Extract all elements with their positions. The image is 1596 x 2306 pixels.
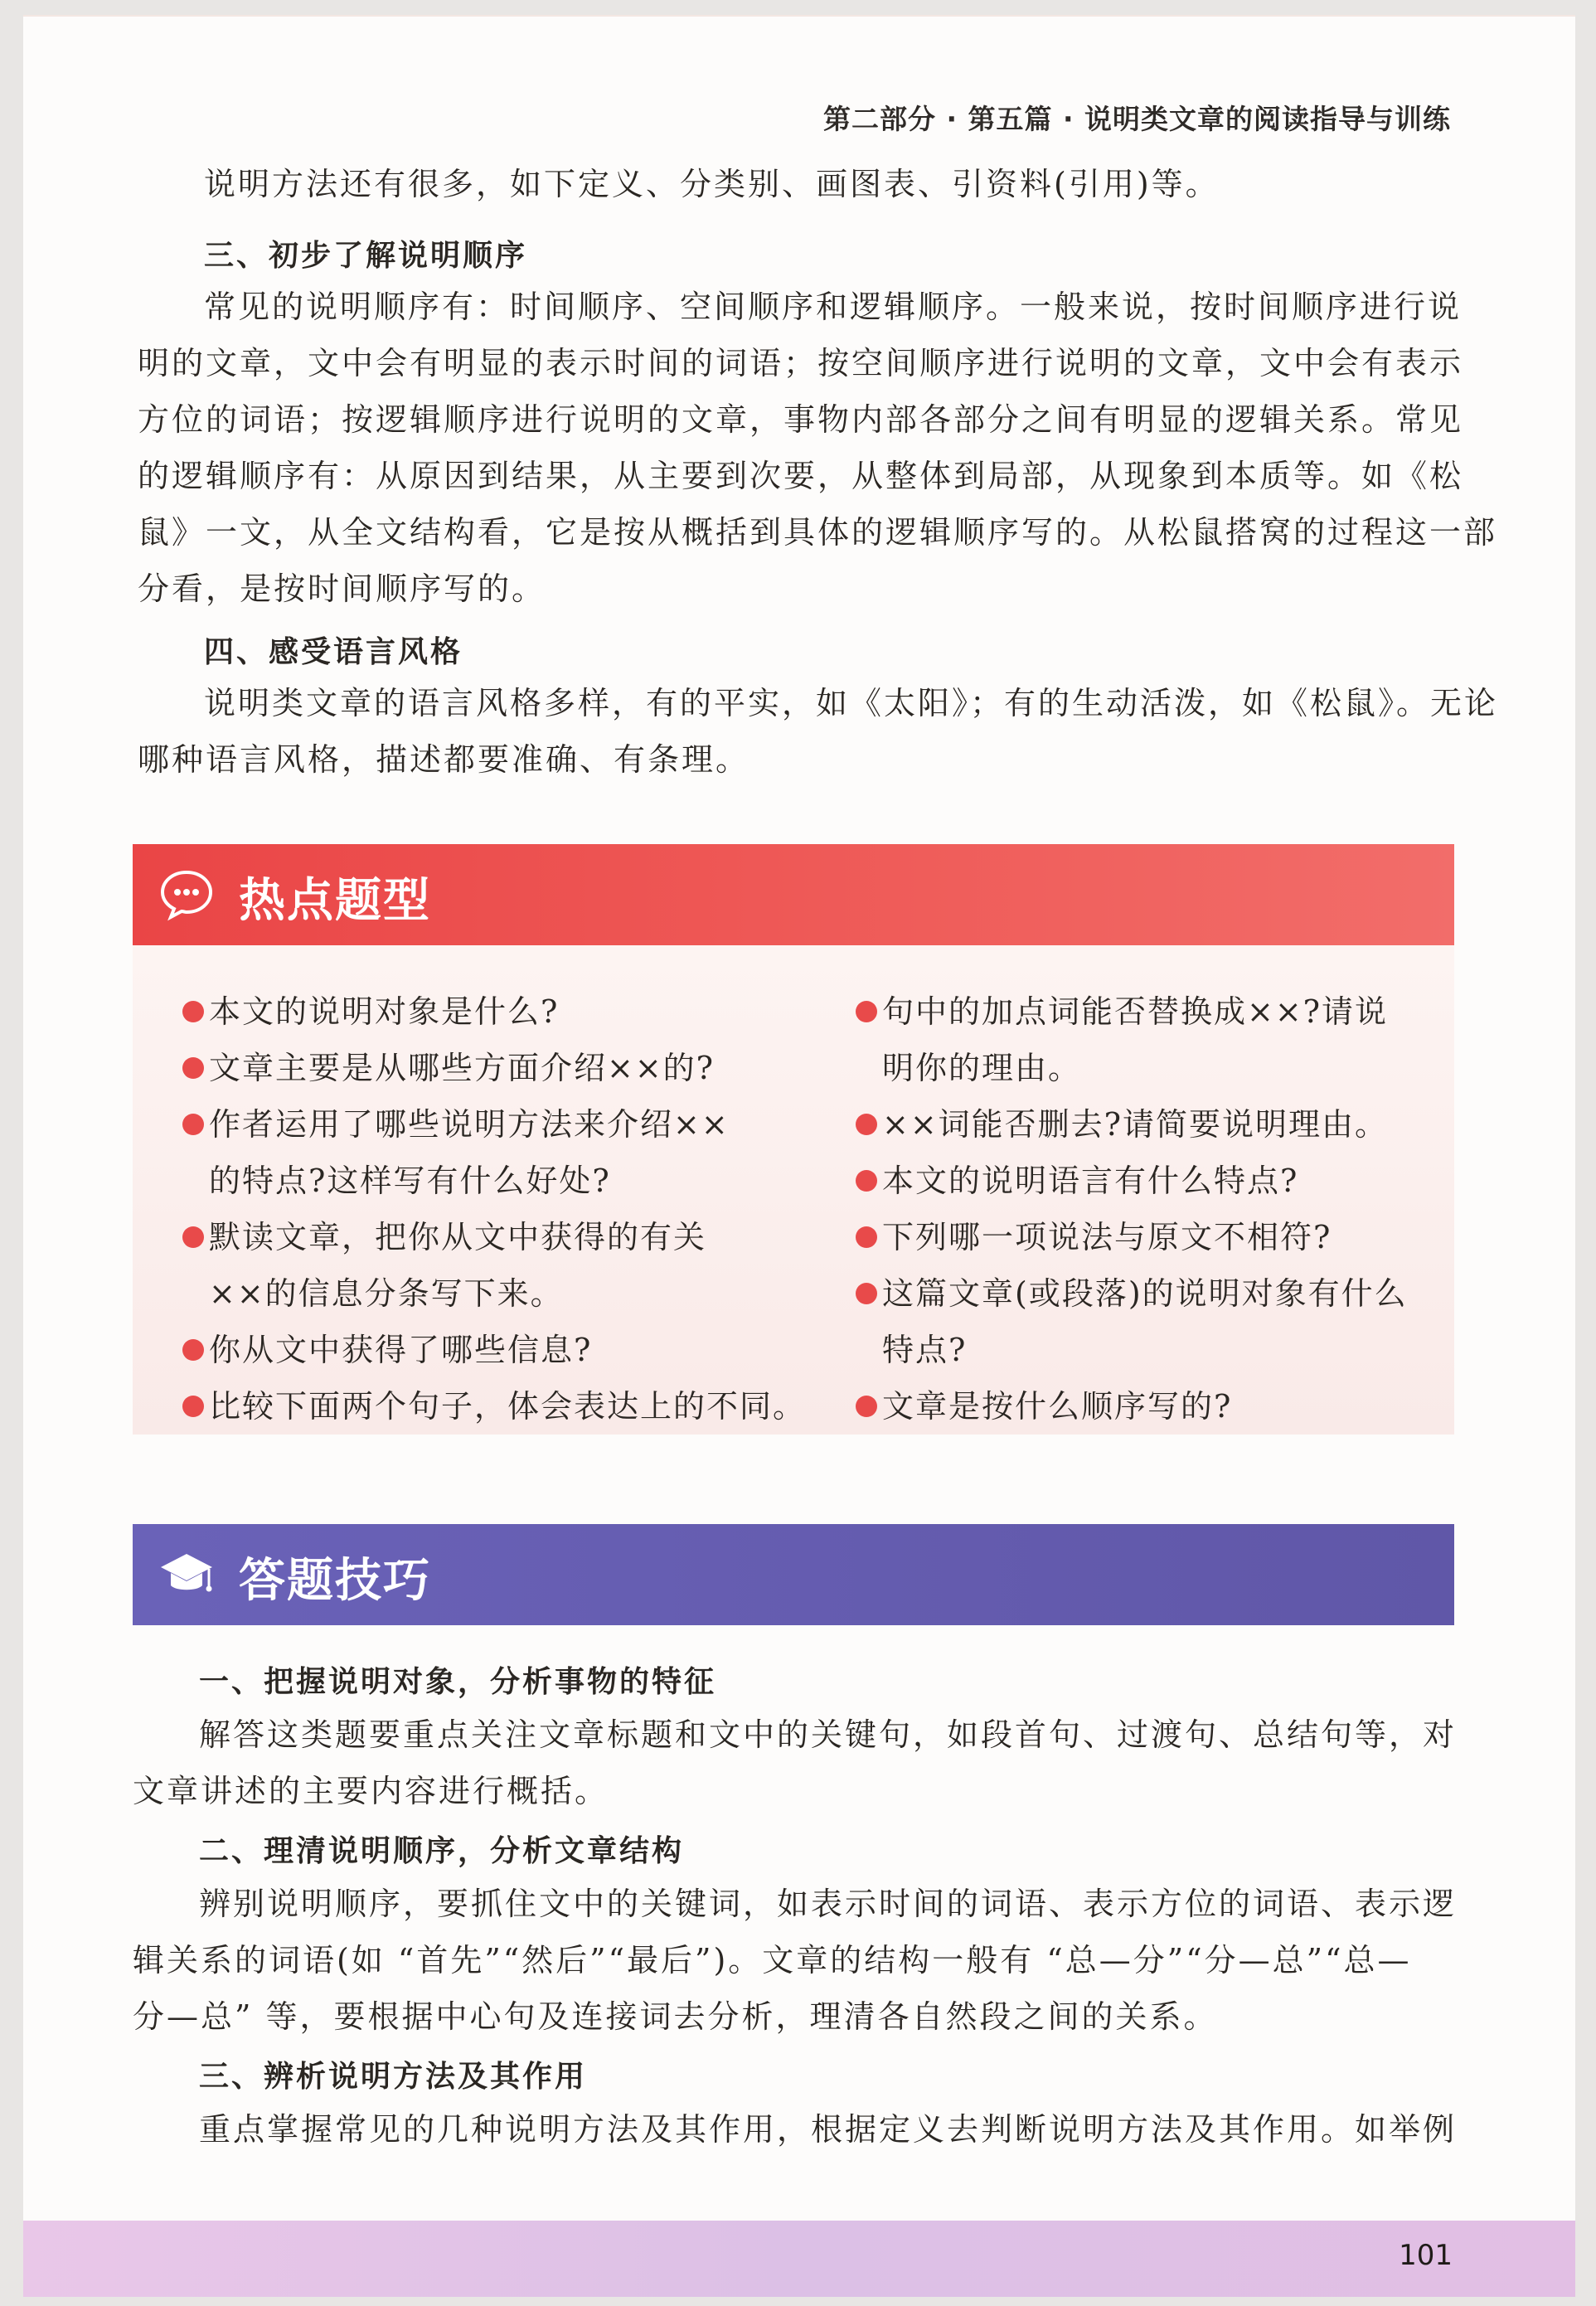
question-item: 本文的说明对象是什么?: [182, 983, 559, 1040]
question-item-continued: 特点?: [882, 1332, 968, 1368]
question-item: 作者运用了哪些说明方法来介绍××: [182, 1096, 730, 1153]
answer-tips-title: 答题技巧: [239, 1554, 431, 1608]
hot-topics-banner: [133, 844, 1454, 945]
paragraph-line: 分看，是按时间顺序写的。: [138, 570, 546, 607]
paragraph-line: 明的文章，文中会有明显的表示时间的词语；按空间顺序进行说明的文章，文中会有表示: [138, 345, 1464, 381]
bullet-dot: [182, 1001, 204, 1022]
question-item-continued: 明你的理由。: [882, 1050, 1082, 1086]
question-item-continued: 的特点?这样写有什么好处?: [209, 1163, 611, 1199]
paragraph-line: 重点掌握常见的几种说明方法及其作用，根据定义去判断说明方法及其作用。如举例: [199, 2111, 1458, 2148]
question-item: 你从文中获得了哪些信息?: [182, 1322, 592, 1378]
paragraph-line: 方位的词语；按逻辑顺序进行说明的文章，事物内部各部分之间有明显的逻辑关系。常见: [138, 401, 1464, 438]
question-item-continued: ××的信息分条写下来。: [209, 1275, 564, 1312]
running-head: 第二部分 · 第五篇 · 说明类文章的阅读指导与训练: [822, 103, 1451, 135]
paragraph-line: 辨别说明顺序，要抓住文中的关键词，如表示时间的词语、表示方位的词语、表示逻: [199, 1886, 1458, 1922]
paragraph-line: 鼠》一文，从全文结构看，它是按从概括到具体的逻辑顺序写的。从松鼠搭窝的过程这一部: [138, 514, 1498, 551]
answer-tips-banner: [133, 1524, 1454, 1625]
paragraph-line: 辑关系的词语(如 “首先”“然后”“最后”)。文章的结构一般有 “总—分”“分—总”“总—: [133, 1942, 1412, 1978]
tip-heading-3: 三、辨析说明方法及其作用: [199, 2060, 588, 2094]
question-item: ××词能否删去?请简要说明理由。: [856, 1096, 1388, 1153]
question-item: 比较下面两个句子，体会表达上的不同。: [182, 1378, 806, 1435]
paragraph-line: 文章讲述的主要内容进行概括。: [133, 1773, 609, 1809]
bullet-dot: [856, 1396, 877, 1417]
bullet-dot: [856, 1170, 877, 1192]
bullet-dot: [182, 1057, 204, 1079]
paragraph-line: 分—总” 等，要根据中心句及连接词去分析，理清各自然段之间的关系。: [133, 1998, 1218, 2035]
paragraph-line: 说明类文章的语言风格多样，有的平实，如《太阳》；有的生动活泼，如《松鼠》。无论: [204, 685, 1499, 721]
question-item: 本文的说明语言有什么特点?: [856, 1153, 1298, 1209]
tip-heading-2: 二、理清说明顺序，分析文章结构: [199, 1834, 685, 1868]
question-item: 文章主要是从哪些方面介绍××的?: [182, 1040, 715, 1096]
intro-line: 说明方法还有很多，如下定义、分类别、画图表、引资料(引用)等。: [204, 166, 1220, 202]
page-number: 101: [1399, 2239, 1453, 2272]
question-item: 句中的加点词能否替换成××?请说: [856, 983, 1388, 1040]
paragraph-line: 哪种语言风格，描述都要准确、有条理。: [138, 741, 750, 778]
bullet-dot: [856, 1226, 877, 1248]
question-item: 这篇文章(或段落)的说明对象有什么: [856, 1265, 1408, 1322]
bullet-dot: [182, 1396, 204, 1417]
footer-band: [23, 2221, 1575, 2297]
heading-language: 四、感受语言风格: [204, 635, 463, 669]
speech-bubble-icon: [158, 866, 216, 924]
question-item: 默读文章，把你从文中获得的有关: [182, 1209, 706, 1265]
paragraph-line: 常见的说明顺序有：时间顺序、空间顺序和逻辑顺序。一般来说，按时间顺序进行说: [204, 289, 1463, 325]
hot-topics-list: [133, 945, 1454, 1435]
bullet-dot: [182, 1226, 204, 1248]
bullet-dot: [182, 1339, 204, 1361]
bullet-dot: [856, 1283, 877, 1304]
hot-topics-title: 热点题型: [239, 874, 431, 928]
tip-heading-1: 一、把握说明对象，分析事物的特征: [199, 1665, 717, 1699]
bullet-dot: [856, 1114, 877, 1135]
question-item: 下列哪一项说法与原文不相符?: [856, 1209, 1332, 1265]
heading-sequence: 三、初步了解说明顺序: [204, 239, 528, 273]
book-page: [23, 15, 1575, 2291]
paragraph-line: 解答这类题要重点关注文章标题和文中的关键句，如段首句、过渡句、总结句等，对: [199, 1716, 1458, 1753]
question-item: 文章是按什么顺序写的?: [856, 1378, 1232, 1435]
graduation-cap-icon: [158, 1546, 216, 1604]
bullet-dot: [182, 1114, 204, 1135]
header-rule: [23, 15, 1575, 17]
bullet-dot: [856, 1001, 877, 1022]
paragraph-line: 的逻辑顺序有：从原因到结果，从主要到次要，从整体到局部，从现象到本质等。如《松: [138, 458, 1464, 494]
